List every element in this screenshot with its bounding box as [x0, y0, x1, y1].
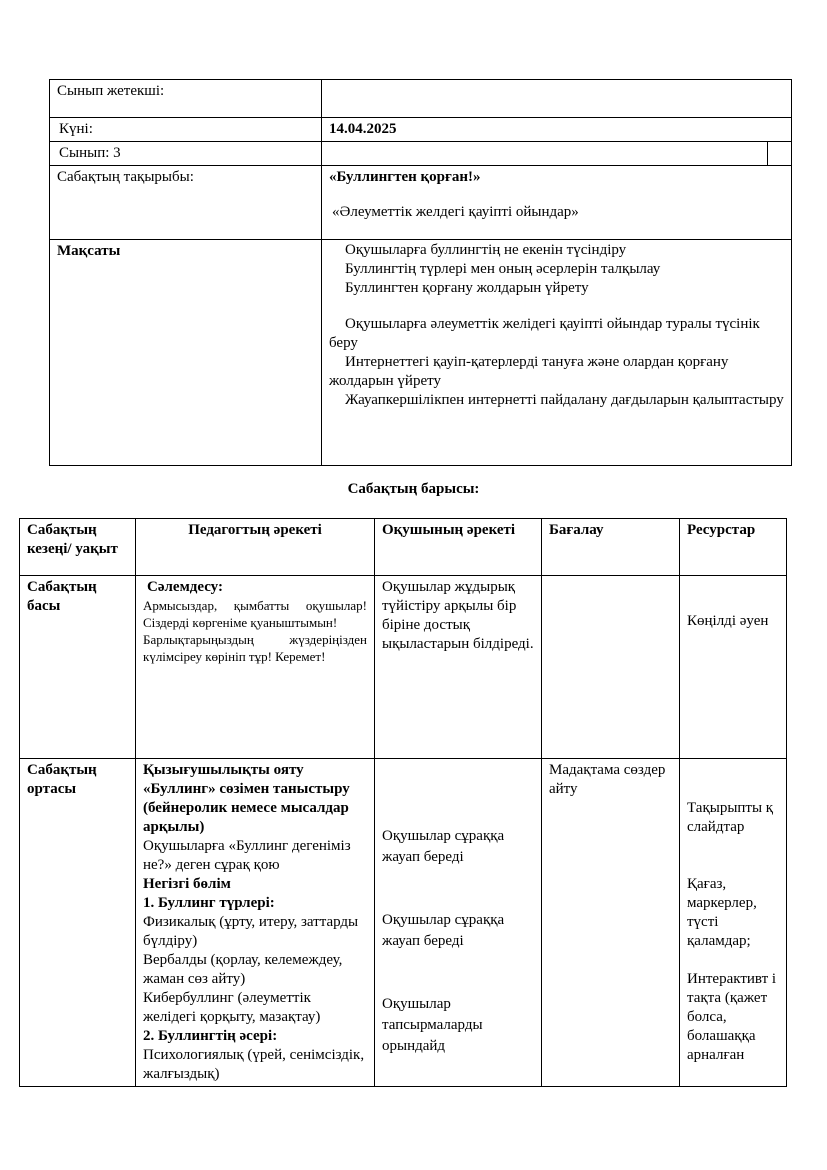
teacher-title: Сәлемдесу:: [147, 579, 223, 595]
table-row: [20, 759, 787, 1087]
section-title: Сабақтың барысы:: [347, 481, 480, 497]
topic-label: Сабақтың тақырыбы:: [50, 166, 322, 240]
teacher-text: Оқушыларға «Буллинг дегеніміз не?» деген сұрақ қою: [143, 838, 351, 873]
resource-text: Тақырыпты қ слайдтар: [687, 800, 774, 835]
teacher-text: Армысыздар, қымбатты оқушылар! Сіздерді көргеніме қуаныштымын!: [143, 598, 367, 630]
teacher-action-cell: [136, 759, 375, 1087]
header-stage: Сабақтың кезеңі/ уақыт: [20, 519, 136, 576]
goal-item: Буллингтен қорғану жолдарын үйрету: [345, 280, 589, 296]
teacher-label: Сынып жетекші:: [50, 80, 322, 118]
class-extra-cell: [768, 142, 792, 166]
header-student: Оқушының әрекеті: [375, 519, 542, 576]
teacher-text: Барлықтарыңыздың жүздеріңізден күлімсіреу көрініп тұр! Керемет!: [143, 632, 367, 664]
header-teacher: Педагогтың әрекеті: [136, 519, 375, 576]
stage-cell: Сабақтың басы: [20, 576, 136, 759]
topic-value: [322, 166, 792, 240]
stage-cell: Сабақтың ортасы: [20, 759, 136, 1087]
resource-cell: [680, 759, 787, 1087]
student-text: Оқушылар сұраққа жауап береді: [382, 828, 505, 865]
goals-row: [50, 240, 792, 466]
class-row: [50, 142, 792, 166]
topic-sub: «Әлеуметтік желдегі қауіпті ойындар»: [332, 204, 579, 220]
date-label: Күні:: [50, 118, 322, 142]
teacher-bold: 1. Буллинг түрлері:: [143, 895, 275, 911]
assessment-cell: [542, 576, 680, 759]
table-row: [20, 576, 787, 759]
teacher-value: [322, 80, 792, 118]
teacher-bold: 2. Буллингтің әсері:: [143, 1028, 278, 1044]
goal-item: Буллингтің түрлері мен оның әсерлерін талқылау: [345, 261, 661, 277]
goals-cell: [322, 240, 792, 466]
date-row: [50, 118, 792, 142]
teacher-text: Кибербуллинг (әлеуметтік желідегі қорқыту, мазақтау): [143, 990, 321, 1025]
resource-text: Көңілді әуен: [687, 613, 769, 629]
student-action-cell: Оқушылар жұдырық түйістіру арқылы бір біріне достық ықыластарын білдіреді.: [375, 576, 542, 759]
class-label: Сынып: 3: [50, 142, 322, 166]
teacher-row: [50, 80, 792, 118]
date-value: 14.04.2025: [322, 118, 792, 142]
goal-item: Интернеттегі қауіп-қатерлерді тануға және олардан қорғану жолдарын үйрету: [329, 354, 729, 389]
resource-cell: [680, 576, 787, 759]
teacher-bold: Негізгі бөлім: [143, 876, 231, 892]
student-text: Оқушылар сұраққа жауап береді: [382, 912, 505, 949]
header-resources: Ресурстар: [680, 519, 787, 576]
topic-main: «Буллингтен қорған!»: [329, 169, 481, 185]
student-action-cell: [375, 759, 542, 1087]
resource-text: Қағаз, маркерлер, түсті қаламдар;: [687, 876, 757, 949]
assessment-cell: Мадақтама сөздер айту: [542, 759, 680, 1087]
class-value: [322, 142, 768, 166]
teacher-action-cell: [136, 576, 375, 759]
topic-row: [50, 166, 792, 240]
lesson-info-table: [49, 79, 792, 466]
teacher-text: Вербалды (қорлау, келемеждеу, жаман сөз айту): [143, 952, 343, 987]
lesson-flow-table: [19, 518, 787, 1087]
header-row: [20, 519, 787, 576]
resource-text: Интерактивт і тақта (қажет болса, болашаққа арналған: [687, 971, 777, 1063]
student-text: Оқушылар тапсырмаларды орындайд: [382, 996, 483, 1054]
goal-item: Оқушыларға буллингтің не екенін түсіндіру: [345, 242, 627, 258]
teacher-text: Физикалық (ұрту, итеру, заттарды бүлдіру): [143, 914, 359, 949]
goal-label: Мақсаты: [50, 240, 322, 466]
teacher-bold: Қызығушылықты ояту «Буллинг» сөзімен таныстыру (бейнеролик немесе мысалдар арқылы): [143, 762, 350, 835]
teacher-text: Психологиялық (үрей, сенімсіздік, жалғыздық): [143, 1047, 365, 1082]
goal-item: Жауапкершілікпен интернетті пайдалану дағдыларын қалыптастыру: [345, 392, 784, 408]
header-assessment: Бағалау: [542, 519, 680, 576]
goal-item: Оқушыларға әлеуметтік желідегі қауіпті ойындар туралы түсінік беру: [329, 316, 760, 351]
